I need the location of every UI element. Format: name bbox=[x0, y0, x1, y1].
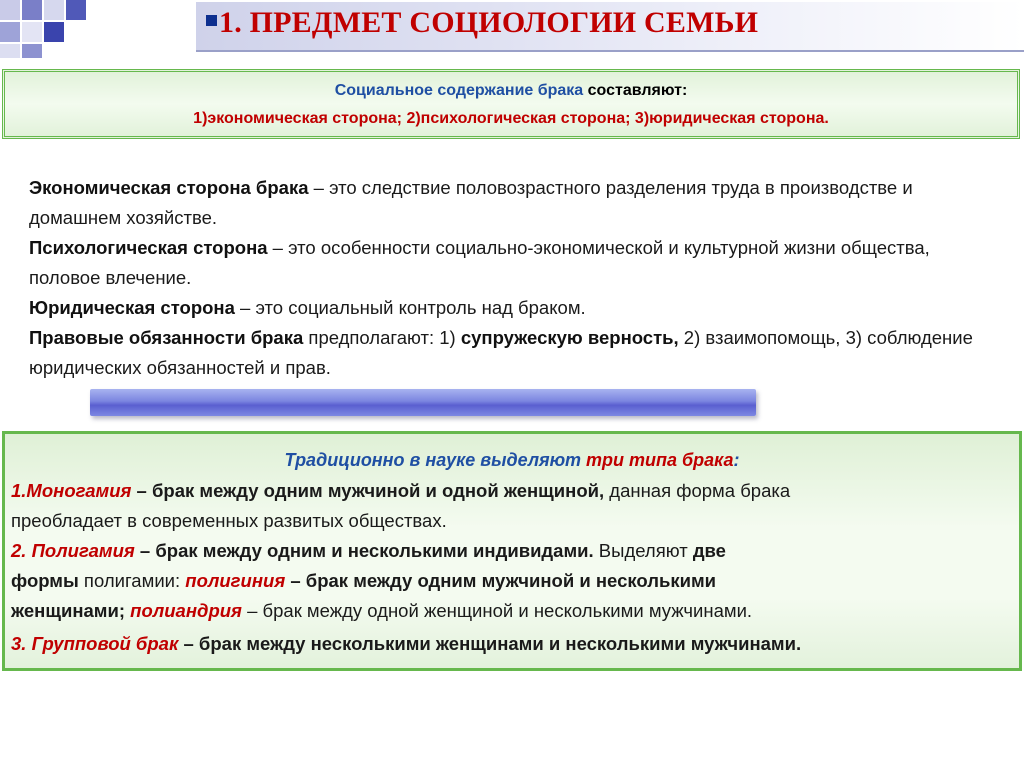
title-bullet-icon bbox=[206, 15, 217, 26]
marriage-sides-text bbox=[29, 173, 999, 383]
box1-line2: 1)экономическая сторона; 2)психологическая сторона; 3)юридическая сторона. bbox=[193, 110, 829, 127]
polygamy-line-1: 2. Полигамия – брак между одним и несколькими индивидами. Выделяют две bbox=[11, 540, 726, 561]
monogamy-line-1: 1.Моногамия – брак между одним мужчиной и одной женщиной, данная форма брака bbox=[11, 480, 791, 501]
legal-duties: Правовые обязанности брака предполагают: 1) супружескую верность, 2) взаимопомощь, 3) соблюдение юридических обязанностей и прав. bbox=[29, 327, 973, 378]
polygamy-line-3: женщинами; полиандрия – брак между одной женщиной и несколькими мужчинами. bbox=[11, 600, 753, 621]
polygamy-line-2: формы полигамии: полигиния – брак между одним мужчиной и несколькими bbox=[11, 570, 717, 591]
corner-decoration bbox=[0, 0, 200, 60]
marriage-types-box bbox=[2, 431, 1022, 671]
psychological-side: Психологическая сторона – это особенности социально-экономической и культурной жизни общества, половое влечение. bbox=[29, 237, 930, 288]
legal-side: Юридическая сторона – это социальный контроль над браком. bbox=[29, 297, 586, 318]
box2-heading: Традиционно в науке выделяют три типа брака: bbox=[284, 450, 740, 470]
monogamy-line-2: преобладает в современных развитых обществах. bbox=[11, 510, 447, 531]
box1-line1: Социальное содержание брака составляют: bbox=[334, 82, 688, 99]
economic-side: Экономическая сторона брака – это следствие половозрастного разделения труда в производстве и домашнем хозяйстве. bbox=[29, 177, 913, 228]
title-underline bbox=[196, 50, 1024, 52]
group-marriage-line: 3. Групповой брак – брак между несколькими женщинами и несколькими мужчинами. bbox=[11, 633, 802, 654]
marriage-content-box bbox=[2, 69, 1020, 139]
decorative-bar bbox=[90, 389, 756, 416]
page-title: 1. ПРЕДМЕТ СОЦИОЛОГИИ СЕМЬИ bbox=[206, 6, 758, 40]
